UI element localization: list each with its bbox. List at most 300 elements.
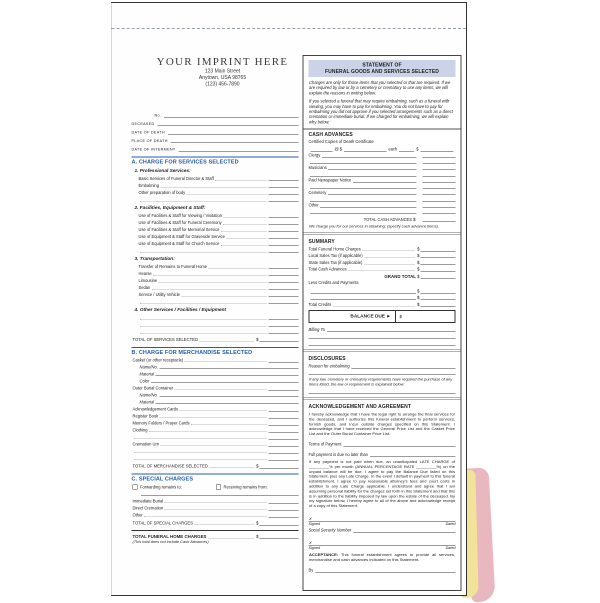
section-b (132, 356, 299, 469)
merchandise-row (132, 377, 299, 384)
dotted-leader (224, 217, 267, 218)
amount-line (269, 439, 299, 440)
merchandise-label: Outer Burial Container (132, 386, 174, 391)
dotted-leader (362, 250, 414, 251)
amount-line (269, 334, 299, 335)
merchandise-row (132, 426, 299, 433)
signature-x: X (309, 516, 312, 521)
dotted-leader (161, 446, 267, 447)
amount-line (421, 151, 454, 152)
dotted-leader (153, 275, 267, 276)
signature-line (309, 515, 456, 521)
info-label: PLACE OF DEATH (131, 138, 168, 143)
merchandise-row (132, 405, 299, 412)
info-label: DATE OF INTERMENT (131, 147, 176, 152)
amount-line (260, 525, 299, 526)
dollar-sign: $ (255, 534, 259, 539)
grand-total-label: TOTAL FUNERAL HOME CHARGES (132, 534, 207, 539)
fill-line (370, 457, 456, 458)
price-line (344, 151, 386, 152)
dotted-leader (175, 390, 267, 391)
late-charge-paragraph: If any payment is not paid when due, an unanticipated LATE CHARGE of _________% per month (ANNUAL PERCENTAGE RATE _________%) on the unpaid balance will be due. I agree to pay the Balance Due listed on this Statement, plus any Late Charge. In the event I default in payment to this funeral establishment, I agree to pay reasonable attorney's fees and court costs in addition to any Late Charge applicable. I understand and agree that I am assuming personal liability for the charges set forth in this Statement and that this is in addition to the liability imposed by law upon the estate of the deceased. By my signature below, I hereby agree to all of the above and acknowledge receipt of a copy of this Statement. (309, 459, 455, 509)
group-title: 3. Transportation: (134, 256, 175, 262)
dotted-leader (140, 201, 267, 202)
amount-line (269, 432, 299, 433)
dated-label: Dated (445, 545, 456, 551)
amount-line (269, 453, 299, 454)
double-rule (304, 350, 461, 353)
amount-line (423, 201, 456, 202)
charge-label: Use of Facilities & Staff for Memorial Service (138, 227, 220, 232)
acceptance-label: ACCEPTANCE: (309, 552, 339, 558)
total-credits-row (309, 300, 456, 307)
dotted-leader (144, 517, 267, 518)
statement-title-line2: FUNERAL GOODS AND SERVICES SELECTED (325, 69, 439, 75)
dotted-leader (208, 538, 254, 539)
group-title: 2. Facilities, Equipment & Staff: (134, 205, 206, 211)
charge-row (132, 181, 299, 188)
charge-row (132, 262, 299, 269)
charge-row (132, 283, 299, 290)
summary-label: Total Cash Advances (308, 267, 347, 272)
dotted-leader (364, 264, 415, 265)
amount-line (421, 306, 456, 307)
statement-paragraph-1: Charges are only for those items that you selected or that are required. If we are required by law or by a cemetery or crematory to use any items, we will explain the reasons in writing below. (309, 80, 451, 96)
billing-to-label: Billing To (308, 327, 325, 333)
special-total-row (132, 518, 299, 526)
charge-row (132, 269, 299, 276)
cash-advance-label: Clergy (308, 153, 321, 158)
amount-line (421, 300, 456, 301)
cash-advance-blank-row (309, 208, 456, 214)
dotted-leader (159, 397, 298, 398)
dollar-sign: $ (416, 288, 420, 294)
info-fill-line (158, 126, 299, 127)
section-c-title: C. SPECIAL CHARGES (132, 474, 299, 483)
amount-line (421, 293, 456, 294)
dotted-leader (185, 362, 267, 363)
at-label: @ $ (334, 146, 343, 152)
charge-label: Use of Equipment & Staff for Church Service (138, 241, 220, 246)
summary-row (309, 245, 456, 252)
merchandise-row (132, 440, 299, 447)
charge-row (132, 211, 299, 218)
summary-row (309, 258, 456, 265)
fill-line (310, 163, 417, 164)
charge-row (132, 320, 299, 327)
amount-line (423, 195, 456, 196)
amount-line (269, 276, 299, 277)
charge-label: Sedan (138, 285, 151, 290)
amount-line (421, 279, 456, 280)
dollar-sign: $ (416, 274, 420, 280)
merchandise-row (132, 447, 299, 454)
amount-line (423, 182, 456, 183)
merchandise-row (132, 370, 299, 377)
summary-rows (309, 245, 456, 272)
dotted-leader (156, 404, 299, 405)
forwarding-label: Forwarding remains to: (140, 484, 182, 490)
merchandise-label: Casket (or other receptacle) (132, 358, 184, 363)
amount-line (269, 195, 299, 196)
balance-due-label: BALANCE DUE ► (350, 313, 391, 320)
amount-line (421, 251, 456, 252)
dotted-leader (333, 306, 415, 307)
amount-line (269, 517, 299, 518)
charge-row (132, 313, 299, 320)
merchandise-label: Material (139, 372, 155, 377)
fill-line (322, 157, 417, 158)
amount-line (260, 539, 299, 540)
charge-label: Basic Services of Funeral Director & Staff (138, 176, 214, 181)
amount-line (269, 362, 299, 363)
dotted-leader (191, 425, 267, 426)
cash-advance-label: Musicians (308, 165, 327, 171)
charge-row (132, 232, 299, 239)
info-row (132, 143, 299, 152)
dotted-leader (209, 268, 267, 269)
amount-line (260, 342, 299, 343)
cash-advance-row (309, 151, 456, 157)
each-label: each (388, 146, 398, 152)
balance-due-box (309, 310, 456, 323)
merchandise-total-row (132, 461, 299, 469)
statement-title-box (309, 60, 456, 77)
charge-row (132, 239, 299, 246)
amount-line (421, 258, 456, 259)
merchandise-label: Memory Folders / Prayer Cards (132, 421, 190, 426)
merchandise-row (132, 454, 299, 461)
total-credits-label: Total Credits (308, 302, 332, 307)
fill-line (399, 151, 414, 152)
dotted-leader (180, 411, 267, 412)
info-fill-line (168, 134, 299, 135)
dotted-leader (134, 453, 267, 454)
embalming-reason-row (309, 362, 456, 369)
dotted-leader (364, 257, 414, 258)
charge-row (132, 290, 299, 297)
amount-line (423, 170, 456, 171)
dotted-leader (152, 289, 267, 290)
dotted-leader (156, 376, 299, 377)
signed-label: Signed (308, 545, 321, 551)
dotted-leader (348, 271, 414, 272)
services-total-row (132, 334, 299, 342)
charge-label: Limousine (138, 278, 158, 283)
copies-price-row (309, 144, 456, 152)
dotted-leader (221, 231, 267, 232)
section-a (132, 168, 299, 342)
full-payment-row (309, 450, 456, 457)
summary-label: State Sales Tax (if applicable) (308, 260, 363, 265)
charge-row (132, 327, 299, 334)
receiving-label: Receiving remains from: (223, 484, 268, 490)
funeral-statement-form (111, 2, 467, 596)
amount-line (269, 202, 299, 203)
charge-row (132, 174, 299, 181)
charge-label: Service / Utility Vehicle (138, 292, 180, 297)
merchandise-row (132, 384, 299, 391)
fill-line (352, 368, 456, 369)
dotted-leader (140, 319, 267, 320)
cash-advance-label: Other (308, 203, 319, 208)
forwarding-checkbox (133, 485, 138, 490)
disclosures-title: DISCLOSURES (308, 356, 346, 362)
dotted-leader (151, 383, 299, 384)
group-title: 1. Professional Services: (134, 168, 191, 174)
dollar-sign: $ (416, 301, 420, 307)
dotted-leader (181, 296, 267, 297)
dotted-leader (140, 333, 267, 334)
grand-total-label: GRAND TOTAL (384, 274, 416, 280)
amount-line (269, 290, 299, 291)
total-label: TOTAL OF SPECIAL CHARGES (132, 520, 193, 526)
amount-line (269, 503, 299, 504)
grand-total-note: (This total does not include Cash Advances) (132, 539, 209, 544)
amount-line (269, 225, 299, 226)
total-label: TOTAL OF SERVICES SELECTED (132, 337, 198, 342)
service-group-3 (132, 256, 299, 304)
amount-line (269, 188, 299, 189)
charge-label: Use of Facilities & Staff for Viewing / Visitation (138, 213, 223, 218)
less-credits-label: Less Credits and Payments (308, 280, 359, 286)
service-group-2 (132, 205, 299, 253)
service-group-1 (132, 168, 299, 202)
total-label: TOTAL OF MERCHANDISE SELECTED (132, 463, 208, 469)
dotted-leader (187, 194, 267, 195)
signature-block-1 (309, 515, 456, 526)
amount-line (260, 468, 299, 469)
amount-line (269, 218, 299, 219)
charge-row (132, 246, 299, 253)
signature-block-2 (309, 540, 456, 551)
cash-advance-blank-row (309, 195, 456, 201)
charge-row (132, 195, 299, 202)
remains-checkbox-row (132, 482, 299, 490)
dotted-leader (215, 180, 267, 181)
merchandise-label: Register Book (132, 414, 159, 419)
dotted-leader (209, 468, 253, 469)
info-fill-line (178, 151, 298, 152)
special-charge-row (132, 497, 299, 504)
dollar-sign: $ (416, 295, 420, 301)
dotted-leader (160, 187, 267, 188)
ssn-label: Social Security Number (308, 528, 352, 533)
merchandise-label: Name/No. (139, 365, 158, 370)
info-row (132, 126, 299, 135)
merchandise-label: Clothing (132, 428, 148, 433)
imprint-name: YOUR IMPRINT HERE (156, 55, 289, 68)
imprint-block (132, 55, 299, 88)
charge-label: Use of Facilities & Staff for Funeral Ceremony (138, 220, 222, 225)
acknowledgement-paragraph: I hereby acknowledge that I have the legal right to arrange the final services for the deceased, and I authorize this funeral establishment to perform services, furnish goods, and incur outside charges specified on this Statement. I acknowledge that I have received the General Price List and the Casket Price List and the Outer Burial Container Price List. (309, 412, 455, 437)
cash-advance-row (309, 201, 456, 207)
fill-line (311, 293, 416, 294)
dotted-leader (149, 432, 267, 433)
fill-line (310, 201, 417, 202)
charge-label: Use of Equipment & Staff for Graveside Service (138, 234, 225, 239)
cash-advance-row (309, 164, 456, 170)
special-charge-label: Direct Cremation (132, 506, 164, 511)
amount-line (269, 327, 299, 328)
balance-amount-cell (395, 311, 455, 322)
law-requirement-note: If any law, cemetery or crematory requirements have required the purchase of any items listed, the law or requirement is explained below: (309, 377, 453, 387)
cash-advance-row (309, 189, 456, 195)
forwarding-option (132, 485, 216, 490)
amount-line (423, 188, 456, 189)
amount-line (269, 390, 299, 391)
amount-line (269, 253, 299, 254)
fill-line (310, 188, 417, 189)
amount-line (269, 418, 299, 419)
statement-paragraph-2: If you selected a funeral that may require embalming, such as a funeral with viewing, you may have to pay for embalming. You do not have to pay for embalming you did not approve if you selected arrangements such as a direct cremation or immediate burial. If we charged for embalming, we will explain why below. (309, 98, 453, 125)
dotted-leader (223, 224, 267, 225)
signature-x: X (309, 540, 312, 546)
left-column (132, 55, 299, 544)
acceptance-paragraph (309, 553, 455, 563)
dotted-leader (140, 326, 267, 327)
amount-line (269, 510, 299, 511)
merchandise-row (132, 398, 299, 405)
fill-line (327, 332, 456, 333)
special-charge-label: Other (132, 513, 143, 518)
double-rule (304, 398, 461, 401)
dotted-leader (159, 369, 298, 370)
receiving-checkbox (216, 485, 221, 490)
by-row (309, 566, 456, 573)
billing-to-row (309, 325, 456, 332)
fill-line (328, 195, 417, 196)
charge-row (132, 276, 299, 283)
merchandise-label: Acknowledgement Cards (132, 407, 179, 412)
merchandise-row (132, 433, 299, 440)
charge-label: Hearse (138, 271, 152, 276)
dotted-leader (165, 510, 267, 511)
info-row (132, 118, 299, 127)
terms-of-payment-row (309, 440, 456, 447)
special-charge-row (132, 511, 299, 518)
amount-line (269, 460, 299, 461)
charge-label: Other preparation of body (138, 190, 186, 195)
no-label: No. (154, 113, 162, 118)
merchandise-row (132, 356, 299, 363)
fill-line (309, 339, 456, 346)
cash-advance-row (309, 176, 456, 182)
dotted-leader (141, 496, 299, 497)
charge-label: Transfer of Remains to Funeral Home (138, 264, 208, 269)
fill-line (353, 182, 417, 183)
dotted-leader (226, 238, 267, 239)
charge-label: Embalming (138, 183, 159, 188)
dotted-leader (140, 303, 267, 304)
section-rule (304, 129, 461, 130)
merchandise-label: Cremation Urn (132, 442, 160, 447)
dotted-leader (160, 418, 267, 419)
amount-line (269, 446, 299, 447)
fill-line (343, 446, 455, 447)
cash-advance-label: Cemetery (308, 190, 327, 196)
right-column-box (303, 55, 462, 591)
merchandise-row (132, 419, 299, 426)
acknowledgement-title: ACKNOWLEDGEMENT AND AGREEMENT (308, 404, 412, 410)
deceased-info-rows (132, 118, 299, 152)
charge-row (132, 218, 299, 225)
merchandise-label: Color (139, 379, 150, 384)
dotted-leader (165, 503, 267, 504)
merchandise-label: Name/No. (139, 393, 158, 398)
amount-line (269, 425, 299, 426)
special-charge-row (132, 490, 299, 497)
amount-line (423, 163, 456, 164)
service-group-4 (132, 307, 299, 334)
amount-line (269, 411, 299, 412)
dollar-sign: $ (399, 313, 403, 319)
info-label: DECEASED (131, 121, 155, 126)
amount-line (423, 176, 456, 177)
grand-total-row (309, 272, 456, 280)
amount-line (423, 207, 456, 208)
amount-line (269, 239, 299, 240)
fill-line (309, 332, 456, 339)
cash-advance-items (309, 151, 456, 214)
fill-line (353, 532, 455, 533)
imprint-address2: Anytown, USA 98765 (198, 75, 247, 81)
fill-line (310, 213, 417, 214)
fill-line (309, 368, 456, 375)
fill-line (310, 176, 417, 177)
amount-line (269, 246, 299, 247)
amount-line (269, 320, 299, 321)
amount-line (269, 232, 299, 233)
dated-label: Dated (445, 521, 456, 526)
cash-advance-blank-row (309, 170, 456, 176)
by-label: By (308, 567, 314, 573)
section-c (132, 482, 299, 526)
funeral-home-total-row (132, 531, 299, 539)
fill-line (328, 170, 416, 171)
info-row (132, 135, 299, 144)
embalming-reason-label: Reason for embalming (308, 363, 350, 369)
dollar-sign: $ (255, 520, 259, 526)
quantity-line (311, 151, 333, 152)
summary-label: Local Sales Tax (if applicable) (308, 253, 363, 259)
amount-line (423, 213, 456, 214)
amount-line (269, 304, 299, 305)
special-charge-row (132, 504, 299, 511)
dollar-sign: $ (416, 266, 420, 272)
dollar-sign: $ (255, 337, 259, 342)
charge-row (132, 188, 299, 195)
summary-label: Total Funeral Home Charges (308, 246, 361, 252)
signature-line (309, 540, 456, 546)
no-fill-line (164, 117, 298, 118)
dotted-leader (199, 341, 253, 342)
receiving-option (215, 485, 299, 490)
credit-row (309, 293, 456, 300)
charge-row (132, 297, 299, 304)
group-title: 4. Other Services / Facilities / Equipment (134, 307, 227, 313)
fill-line (309, 387, 456, 394)
perforation-line (112, 28, 467, 29)
imprint-phone: (123) 456-7890 (205, 81, 240, 87)
amount-line (269, 269, 299, 270)
summary-row (309, 265, 456, 272)
dotted-leader (134, 439, 267, 440)
signed-label: Signed (308, 521, 321, 526)
info-label: DATE OF DEATH (131, 130, 165, 135)
summary-row (309, 251, 456, 258)
cash-advance-label: Paid Newspaper Notice (308, 178, 352, 183)
